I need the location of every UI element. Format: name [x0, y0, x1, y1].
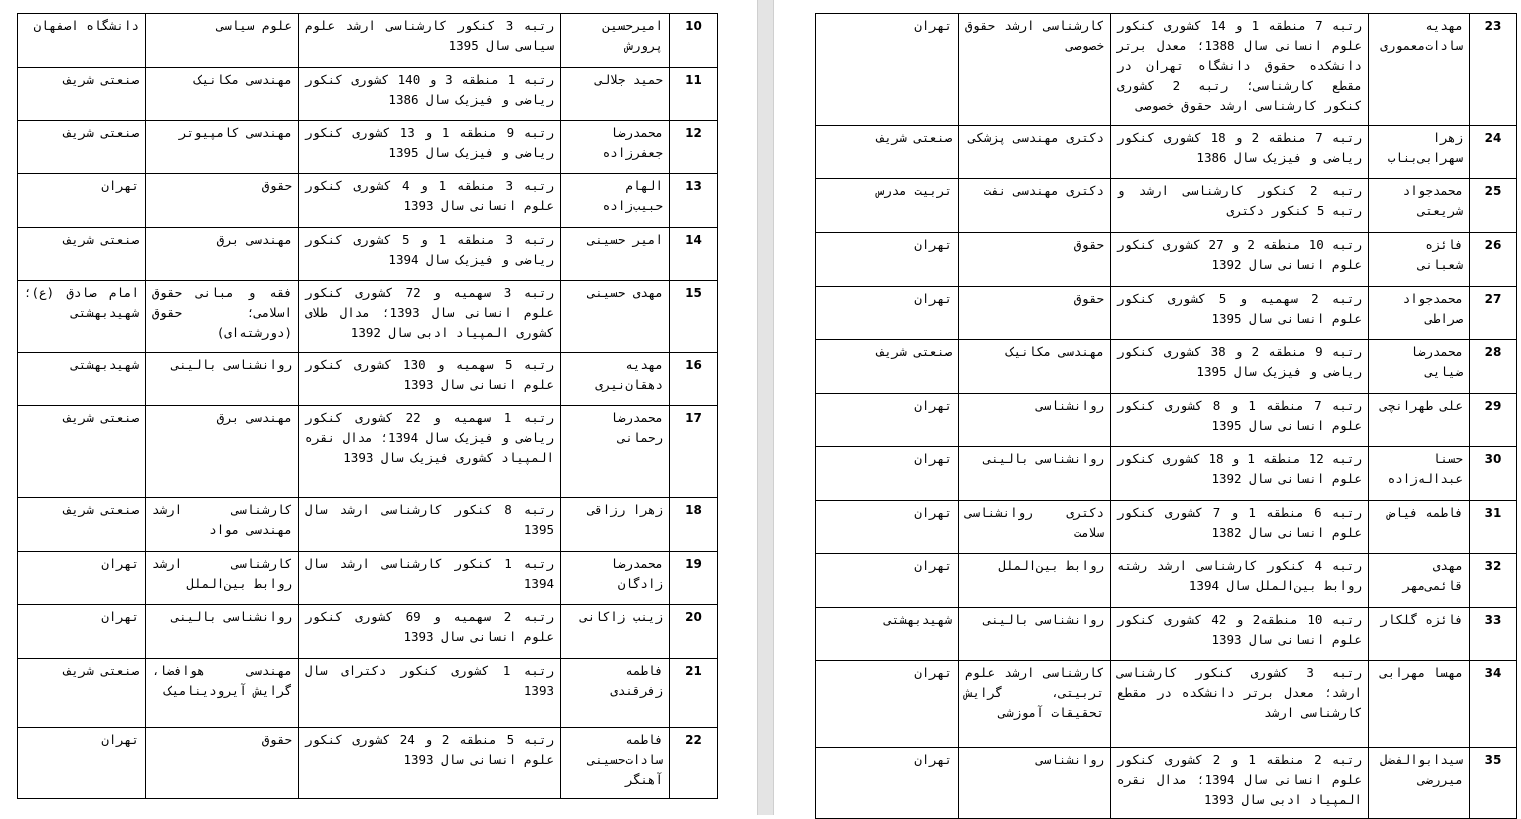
row-number: 14 — [670, 228, 718, 281]
row-number: 23 — [1470, 14, 1517, 126]
university-name: تهران — [816, 14, 959, 126]
document-page-right — [774, 0, 1521, 815]
students-table-right — [815, 13, 1517, 819]
student-name: محمدجواد شریعتی — [1369, 179, 1470, 233]
university-name: شهیدبهشتی — [18, 353, 146, 406]
university-name: صنعتی شریف — [18, 121, 146, 174]
student-name: مهدیه دهقان‌نیری — [561, 353, 670, 406]
achievement-text: رتبه 3 کشوری کنکور کارشناسی ارشد؛ معدل برتر دانشکده در مقطع کارشناسی ارشد — [1111, 661, 1369, 748]
table-row — [18, 353, 718, 406]
table-row — [816, 394, 1517, 447]
achievement-text: رتبه 1 سهمیه و 22 کشوری کنکور ریاضی و فیزیک سال 1394؛ مدال نقره المپیاد کشوری فیزیک سال 1393 — [299, 406, 561, 498]
field-of-study: حقوق — [146, 728, 299, 799]
field-of-study: دکتری روانشناسی سلامت — [959, 501, 1111, 554]
row-number: 10 — [670, 14, 718, 68]
student-name: محمدرضا زادگان — [561, 552, 670, 605]
page-divider — [757, 0, 774, 815]
student-name: مهدی قائمی‌مهر — [1369, 554, 1470, 608]
student-name: زهرا سهرابی‌بناب — [1369, 126, 1470, 179]
achievement-text: رتبه 9 منطقه 2 و 38 کشوری کنکور ریاضی و فیزیک سال 1395 — [1111, 340, 1369, 394]
row-number: 28 — [1470, 340, 1517, 394]
field-of-study: حقوق — [959, 233, 1111, 287]
table-row — [816, 340, 1517, 394]
field-of-study: فقه و مبانی حقوق اسلامی؛ حقوق (دورشته‌ای) — [146, 281, 299, 353]
row-number: 13 — [670, 174, 718, 228]
student-name: محمدجواد صراطی — [1369, 287, 1470, 340]
university-name: دانشگاه اصفهان — [18, 14, 146, 68]
row-number: 27 — [1470, 287, 1517, 340]
student-name: زهرا رزاقی — [561, 498, 670, 552]
university-name: تهران — [18, 552, 146, 605]
table-row — [816, 126, 1517, 179]
university-name: تهران — [816, 661, 959, 748]
student-name: حسنا عبداله‌زاده — [1369, 447, 1470, 501]
student-name: محمدرضا جعفرزاده — [561, 121, 670, 174]
row-number: 11 — [670, 68, 718, 121]
field-of-study: مهندسی کامپیوتر — [146, 121, 299, 174]
table-row — [816, 14, 1517, 126]
achievement-text: رتبه 10 منطقه 2 و 27 کشوری کنکور علوم انسانی سال 1392 — [1111, 233, 1369, 287]
field-of-study: روانشناسی — [959, 748, 1111, 819]
table-row — [18, 728, 718, 799]
table-row — [18, 14, 718, 68]
field-of-study: روانشناسی بالینی — [959, 608, 1111, 661]
row-number: 19 — [670, 552, 718, 605]
achievement-text: رتبه 4 کنکور کارشناسی ارشد رشته روابط بین‌الملل سال 1394 — [1111, 554, 1369, 608]
row-number: 16 — [670, 353, 718, 406]
field-of-study: کارشناسی ارشد روابط بین‌الملل — [146, 552, 299, 605]
row-number: 20 — [670, 605, 718, 659]
achievement-text: رتبه 7 منطقه 2 و 18 کشوری کنکور ریاضی و فیزیک سال 1386 — [1111, 126, 1369, 179]
table-row — [18, 174, 718, 228]
row-number: 18 — [670, 498, 718, 552]
university-name: شهیدبهشتی — [816, 608, 959, 661]
row-number: 12 — [670, 121, 718, 174]
row-number: 26 — [1470, 233, 1517, 287]
table-row — [816, 661, 1517, 748]
achievement-text: رتبه 2 سهمیه و 69 کشوری کنکور علوم انسانی سال 1393 — [299, 605, 561, 659]
student-name: علی طهرانچی — [1369, 394, 1470, 447]
university-name: صنعتی شریف — [816, 126, 959, 179]
achievement-text: رتبه 6 منطقه 1 و 7 کشوری کنکور علوم انسانی سال 1382 — [1111, 501, 1369, 554]
student-name: محمدرضا رحمانی — [561, 406, 670, 498]
university-name: تهران — [816, 748, 959, 819]
student-name: الهام حبیب‌زاده — [561, 174, 670, 228]
achievement-text: رتبه 5 سهمیه و 130 کشوری کنکور علوم انسانی سال 1393 — [299, 353, 561, 406]
university-name: تهران — [18, 174, 146, 228]
achievement-text: رتبه 2 سهمیه و 5 کشوری کنکور علوم انسانی سال 1395 — [1111, 287, 1369, 340]
students-table-left — [17, 13, 718, 799]
table-row — [18, 228, 718, 281]
student-name: امیرحسین پرورش — [561, 14, 670, 68]
achievement-text: رتبه 1 کنکور کارشناسی ارشد سال 1394 — [299, 552, 561, 605]
table-row — [18, 281, 718, 353]
field-of-study: حقوق — [959, 287, 1111, 340]
field-of-study: علوم سیاسی — [146, 14, 299, 68]
achievement-text: رتبه 2 منطقه 1 و 2 کشوری کنکور علوم انسانی سال 1394؛ مدال نقره المپیاد ادبی سال 1393 — [1111, 748, 1369, 819]
university-name: صنعتی شریف — [18, 498, 146, 552]
table-row — [816, 748, 1517, 819]
table-row — [18, 121, 718, 174]
row-number: 30 — [1470, 447, 1517, 501]
field-of-study: حقوق — [146, 174, 299, 228]
table-row — [816, 233, 1517, 287]
table-row — [18, 498, 718, 552]
row-number: 24 — [1470, 126, 1517, 179]
row-number: 25 — [1470, 179, 1517, 233]
table-row — [816, 179, 1517, 233]
row-number: 21 — [670, 659, 718, 728]
student-name: امیر حسینی — [561, 228, 670, 281]
achievement-text: رتبه 12 منطقه 1 و 18 کشوری کنکور علوم انسانی سال 1392 — [1111, 447, 1369, 501]
university-name: صنعتی شریف — [18, 228, 146, 281]
student-name: فاطمه زفرقندی — [561, 659, 670, 728]
row-number: 32 — [1470, 554, 1517, 608]
achievement-text: رتبه 9 منطقه 1 و 13 کشوری کنکور ریاضی و فیزیک سال 1395 — [299, 121, 561, 174]
field-of-study: کارشناسی ارشد حقوق خصوصی — [959, 14, 1111, 126]
field-of-study: روانشناسی بالینی — [146, 605, 299, 659]
university-name: صنعتی شریف — [816, 340, 959, 394]
achievement-text: رتبه 10 منطقه2 و 42 کشوری کنکور علوم انسانی سال 1393 — [1111, 608, 1369, 661]
achievement-text: رتبه 3 کنکور کارشناسی ارشد علوم سیاسی سال 1395 — [299, 14, 561, 68]
row-number: 33 — [1470, 608, 1517, 661]
achievement-text: رتبه 3 سهمیه و 72 کشوری کنکور علوم انسانی سال 1393؛ مدال طلای کشوری المپیاد ادبی سال 1392 — [299, 281, 561, 353]
field-of-study: روانشناسی بالینی — [146, 353, 299, 406]
achievement-text: رتبه 7 منطقه 1 و 8 کشوری کنکور علوم انسانی سال 1395 — [1111, 394, 1369, 447]
field-of-study: دکتری مهندسی نفت — [959, 179, 1111, 233]
university-name: تهران — [816, 501, 959, 554]
student-name: مهسا مهرابی — [1369, 661, 1470, 748]
table-row — [18, 552, 718, 605]
row-number: 29 — [1470, 394, 1517, 447]
achievement-text: رتبه 3 منطقه 1 و 5 کشوری کنکور ریاضی و فیزیک سال 1394 — [299, 228, 561, 281]
table-row — [18, 605, 718, 659]
achievement-text: رتبه 2 کنکور کارشناسی ارشد و رتبه 5 کنکور دکتری — [1111, 179, 1369, 233]
table-row — [816, 447, 1517, 501]
achievement-text: رتبه 5 منطقه 2 و 24 کشوری کنکور علوم انسانی سال 1393 — [299, 728, 561, 799]
field-of-study: مهندسی هوافضا، گرایش آیرودینامیک — [146, 659, 299, 728]
field-of-study: مهندسی برق — [146, 228, 299, 281]
row-number: 17 — [670, 406, 718, 498]
university-name: تهران — [18, 605, 146, 659]
achievement-text: رتبه 1 کشوری کنکور دکترای سال 1393 — [299, 659, 561, 728]
student-name: حمید جلالی — [561, 68, 670, 121]
field-of-study: روابط بین‌الملل — [959, 554, 1111, 608]
university-name: تهران — [816, 447, 959, 501]
student-name: محمدرضا ضیایی — [1369, 340, 1470, 394]
student-name: مهدیه سادات‌معموری — [1369, 14, 1470, 126]
university-name: صنعتی شریف — [18, 68, 146, 121]
university-name: تربیت مدرس — [816, 179, 959, 233]
university-name: صنعتی شریف — [18, 659, 146, 728]
table-row — [18, 659, 718, 728]
table-row — [816, 554, 1517, 608]
field-of-study: روانشناسی بالینی — [959, 447, 1111, 501]
student-name: فاطمه فیاض — [1369, 501, 1470, 554]
field-of-study: دکتری مهندسی پزشکی — [959, 126, 1111, 179]
row-number: 22 — [670, 728, 718, 799]
university-name: تهران — [18, 728, 146, 799]
university-name: تهران — [816, 554, 959, 608]
row-number: 15 — [670, 281, 718, 353]
field-of-study: مهندسی مکانیک — [959, 340, 1111, 394]
achievement-text: رتبه 7 منطقه 1 و 14 کشوری کنکور علوم انسانی سال 1388؛ معدل برتر دانشکده حقوق دانشگاه تهران در مقطع کارشناسی؛ رتبه 2 کشوری کنکور کارشناسی ارشد حقوق خصوصی — [1111, 14, 1369, 126]
student-name: فاطمه سادات‌حسینی آهنگر — [561, 728, 670, 799]
row-number: 31 — [1470, 501, 1517, 554]
student-name: زینب زاکانی — [561, 605, 670, 659]
university-name: تهران — [816, 394, 959, 447]
university-name: امام صادق (ع)؛ شهیدبهشتی — [18, 281, 146, 353]
field-of-study: مهندسی برق — [146, 406, 299, 498]
student-name: مهدی حسینی — [561, 281, 670, 353]
achievement-text: رتبه 3 منطقه 1 و 4 کشوری کنکور علوم انسانی سال 1393 — [299, 174, 561, 228]
table-row — [816, 287, 1517, 340]
field-of-study: مهندسی مکانیک — [146, 68, 299, 121]
university-name: تهران — [816, 233, 959, 287]
field-of-study: روانشناسی — [959, 394, 1111, 447]
table-row — [816, 501, 1517, 554]
achievement-text: رتبه 8 کنکور کارشناسی ارشد سال 1395 — [299, 498, 561, 552]
table-row — [18, 68, 718, 121]
university-name: تهران — [816, 287, 959, 340]
table-row — [18, 406, 718, 498]
student-name: فائزه گلکار — [1369, 608, 1470, 661]
university-name: صنعتی شریف — [18, 406, 146, 498]
document-page-left — [0, 0, 757, 815]
row-number: 35 — [1470, 748, 1517, 819]
achievement-text: رتبه 1 منطقه 3 و 140 کشوری کنکور ریاضی و فیزیک سال 1386 — [299, 68, 561, 121]
row-number: 34 — [1470, 661, 1517, 748]
field-of-study: کارشناسی ارشد مهندسی مواد — [146, 498, 299, 552]
table-row — [816, 608, 1517, 661]
student-name: سیدابوالفضل میررضی — [1369, 748, 1470, 819]
student-name: فائزه شعبانی — [1369, 233, 1470, 287]
field-of-study: کارشناسی ارشد علوم تربیتی، گرایش تحقیقات آموزشی — [959, 661, 1111, 748]
